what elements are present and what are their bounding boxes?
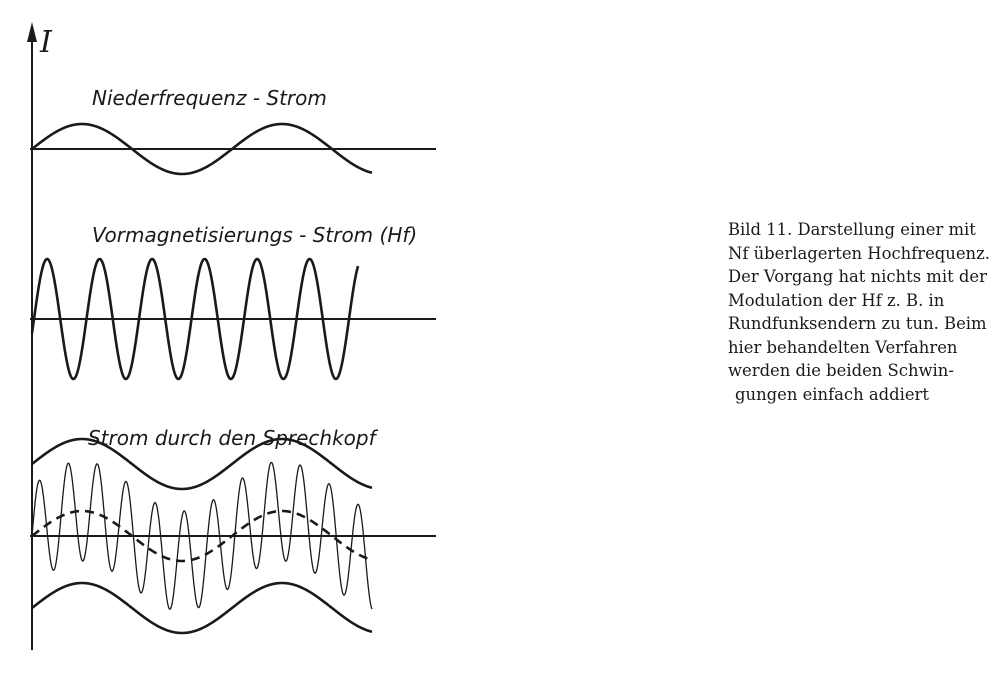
panel-title-nf-current: Niederfrequenz - Strom xyxy=(92,86,327,110)
current-axis-label: I xyxy=(40,25,52,60)
caption-line: werden die beiden Schwin- xyxy=(728,361,954,380)
caption-line: Der Vorgang hat nichts mit der xyxy=(728,267,987,286)
panel-title-head-current: Strom durch den Sprechkopf xyxy=(88,426,376,450)
current-axis-arrowhead xyxy=(27,22,37,42)
caption-line: Rundfunksendern zu tun. Beim xyxy=(728,314,987,333)
caption-line: Bild 11. Darstellung einer mit xyxy=(728,220,976,239)
panel-title-hf-bias-current: Vormagnetisierungs - Strom (Hf) xyxy=(92,223,418,247)
caption-line: hier behandelten Verfahren xyxy=(728,337,958,357)
caption-line: gungen einfach addiert xyxy=(735,384,929,404)
caption-line: Nf überlagerten Hochfrequenz. xyxy=(728,243,990,263)
figure-caption xyxy=(728,218,1007,406)
caption-line: Modulation der Hf z. B. in xyxy=(728,290,945,310)
